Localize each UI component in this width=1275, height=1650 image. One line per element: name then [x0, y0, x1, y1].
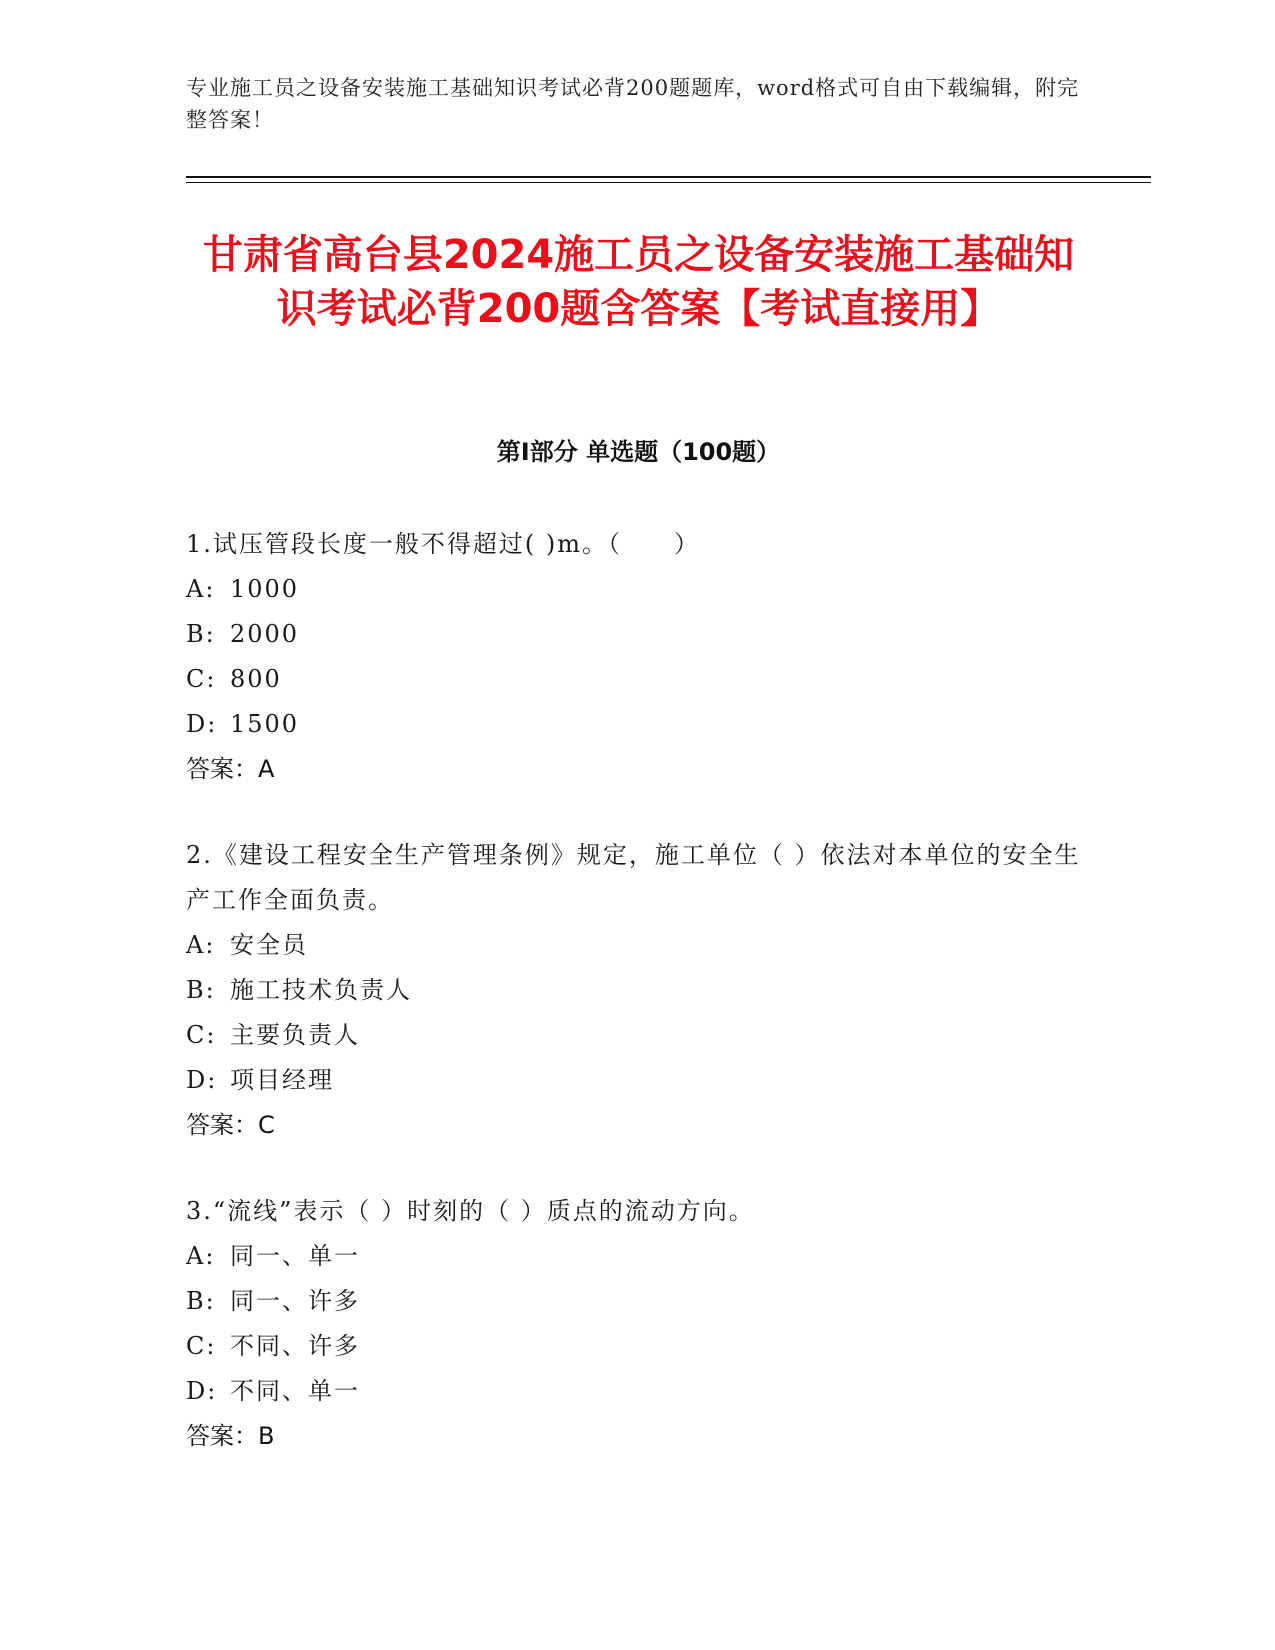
option-b [186, 968, 1086, 1013]
option-d [186, 1058, 1086, 1103]
answer-line: 答案：B [186, 1422, 275, 1450]
option-text: 项目经理 [230, 1066, 334, 1094]
option-text: 同一、单一 [230, 1242, 360, 1270]
question-2 [186, 833, 1086, 1148]
option-key: A: [186, 1242, 216, 1270]
option-c [186, 657, 1086, 702]
option-d [186, 1369, 1086, 1414]
option-a [186, 1234, 1086, 1279]
header-note: 专业施工员之设备安装施工基础知识考试必背200题题库，word格式可自由下载编辑，附完整答案！ [186, 76, 1080, 132]
question-1 [186, 522, 1086, 792]
question-list [186, 522, 1086, 1500]
option-a [186, 923, 1086, 968]
option-key: B: [186, 620, 216, 648]
option-c [186, 1013, 1086, 1058]
answer-line: 答案：C [186, 1111, 275, 1139]
option-key: D: [186, 1066, 218, 1094]
option-text: 不同、许多 [230, 1332, 360, 1360]
option-c [186, 1324, 1086, 1369]
option-key: A: [186, 575, 216, 603]
option-b [186, 612, 1086, 657]
option-text: 同一、许多 [230, 1287, 360, 1315]
option-text: 安全员 [230, 931, 308, 959]
question-stem: 1.试压管段长度一般不得超过( )m。（ ） [186, 530, 701, 558]
option-text: 1000 [230, 575, 300, 603]
option-key: B: [186, 976, 216, 1004]
header-divider-thin [186, 182, 1151, 183]
question-3 [186, 1189, 1086, 1459]
option-text: 800 [230, 665, 282, 693]
option-key: A: [186, 931, 216, 959]
header-divider-thick [186, 176, 1151, 178]
option-a [186, 567, 1086, 612]
option-key: C: [186, 1332, 217, 1360]
document-title: 甘肃省高台县2024施工员之设备安装施工基础知识考试必背200题含答案【考试直接用】 [202, 232, 1075, 332]
option-text: 施工技术负责人 [230, 976, 412, 1004]
question-stem: 2.《建设工程安全生产管理条例》规定，施工单位（ ）依法对本单位的安全生产工作全面负责。 [186, 841, 1081, 914]
option-b [186, 1279, 1086, 1324]
option-text: 2000 [230, 620, 300, 648]
option-text: 主要负责人 [230, 1021, 360, 1049]
answer-line: 答案：A [186, 755, 275, 783]
option-d [186, 702, 1086, 747]
option-key: C: [186, 1021, 217, 1049]
option-key: D: [186, 710, 218, 738]
option-text: 1500 [230, 710, 300, 738]
option-key: C: [186, 665, 217, 693]
option-key: D: [186, 1377, 218, 1405]
question-stem: 3.“流线”表示（ ）时刻的（ ）质点的流动方向。 [186, 1197, 755, 1225]
section-title: 第I部分 单选题（100题） [496, 438, 781, 466]
option-key: B: [186, 1287, 216, 1315]
option-text: 不同、单一 [230, 1377, 360, 1405]
